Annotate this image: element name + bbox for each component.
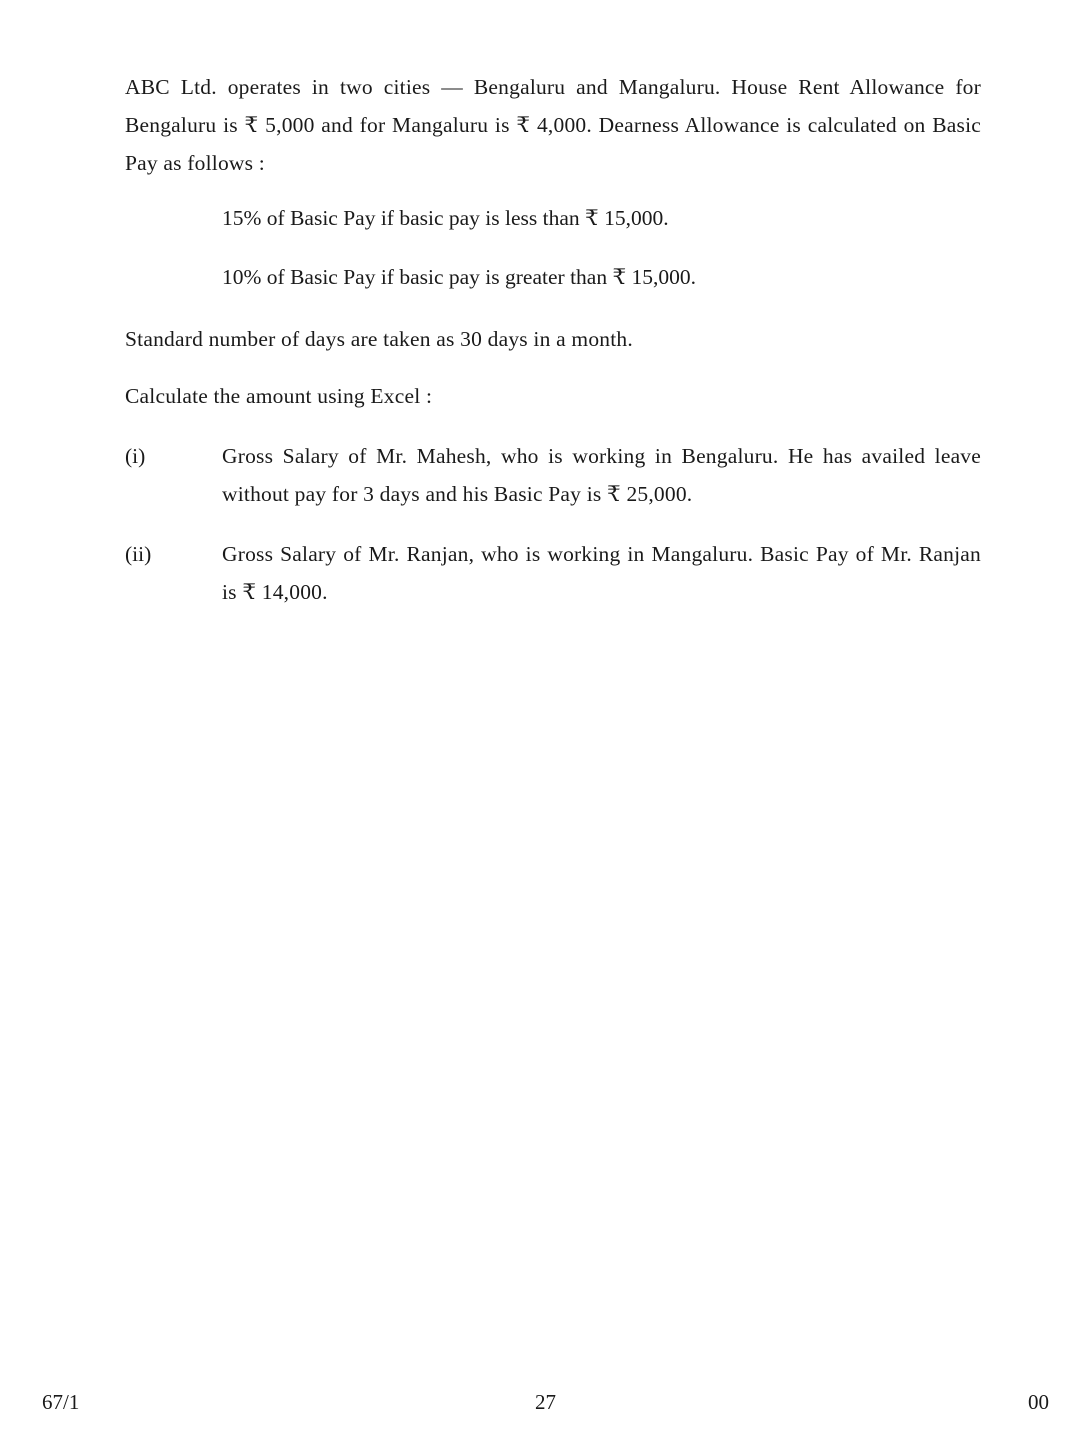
dearness-allowance-condition-1: 15% of Basic Pay if basic pay is less than ₹ 15,000. — [222, 206, 669, 230]
page-number: 27 — [535, 1390, 556, 1414]
question-label-i: (i) — [125, 444, 146, 468]
question-text-ii: Gross Salary of Mr. Ranjan, who is working in Mangaluru. Basic Pay of Mr. Ranjan is ₹ 14,000. — [222, 542, 981, 604]
question-label-ii: (ii) — [125, 542, 152, 566]
page-footer — [0, 1385, 1091, 1415]
standard-days-paragraph: Standard number of days are taken as 30 days in a month. — [125, 327, 633, 351]
question-body — [125, 68, 981, 611]
question-text-i: Gross Salary of Mr. Mahesh, who is working in Bengaluru. He has availed leave without pay for 3 days and his Basic Pay is ₹ 25,000. — [222, 444, 981, 506]
instruction-paragraph: Calculate the amount using Excel : — [125, 384, 433, 408]
dearness-allowance-condition-2: 10% of Basic Pay if basic pay is greater than ₹ 15,000. — [222, 265, 697, 289]
question-item-ii — [125, 535, 981, 611]
paper-code: 67/1 — [42, 1390, 80, 1414]
intro-paragraph: ABC Ltd. operates in two cities — Bengaluru and Mangaluru. House Rent Allowance for Bengaluru is ₹ 5,000 and for Mangaluru is ₹ 4,000. Dearness Allowance is calculated on Basic Pay as follows : — [125, 75, 981, 175]
question-item-i — [125, 437, 981, 513]
footer-marks: 00 — [1028, 1390, 1049, 1414]
